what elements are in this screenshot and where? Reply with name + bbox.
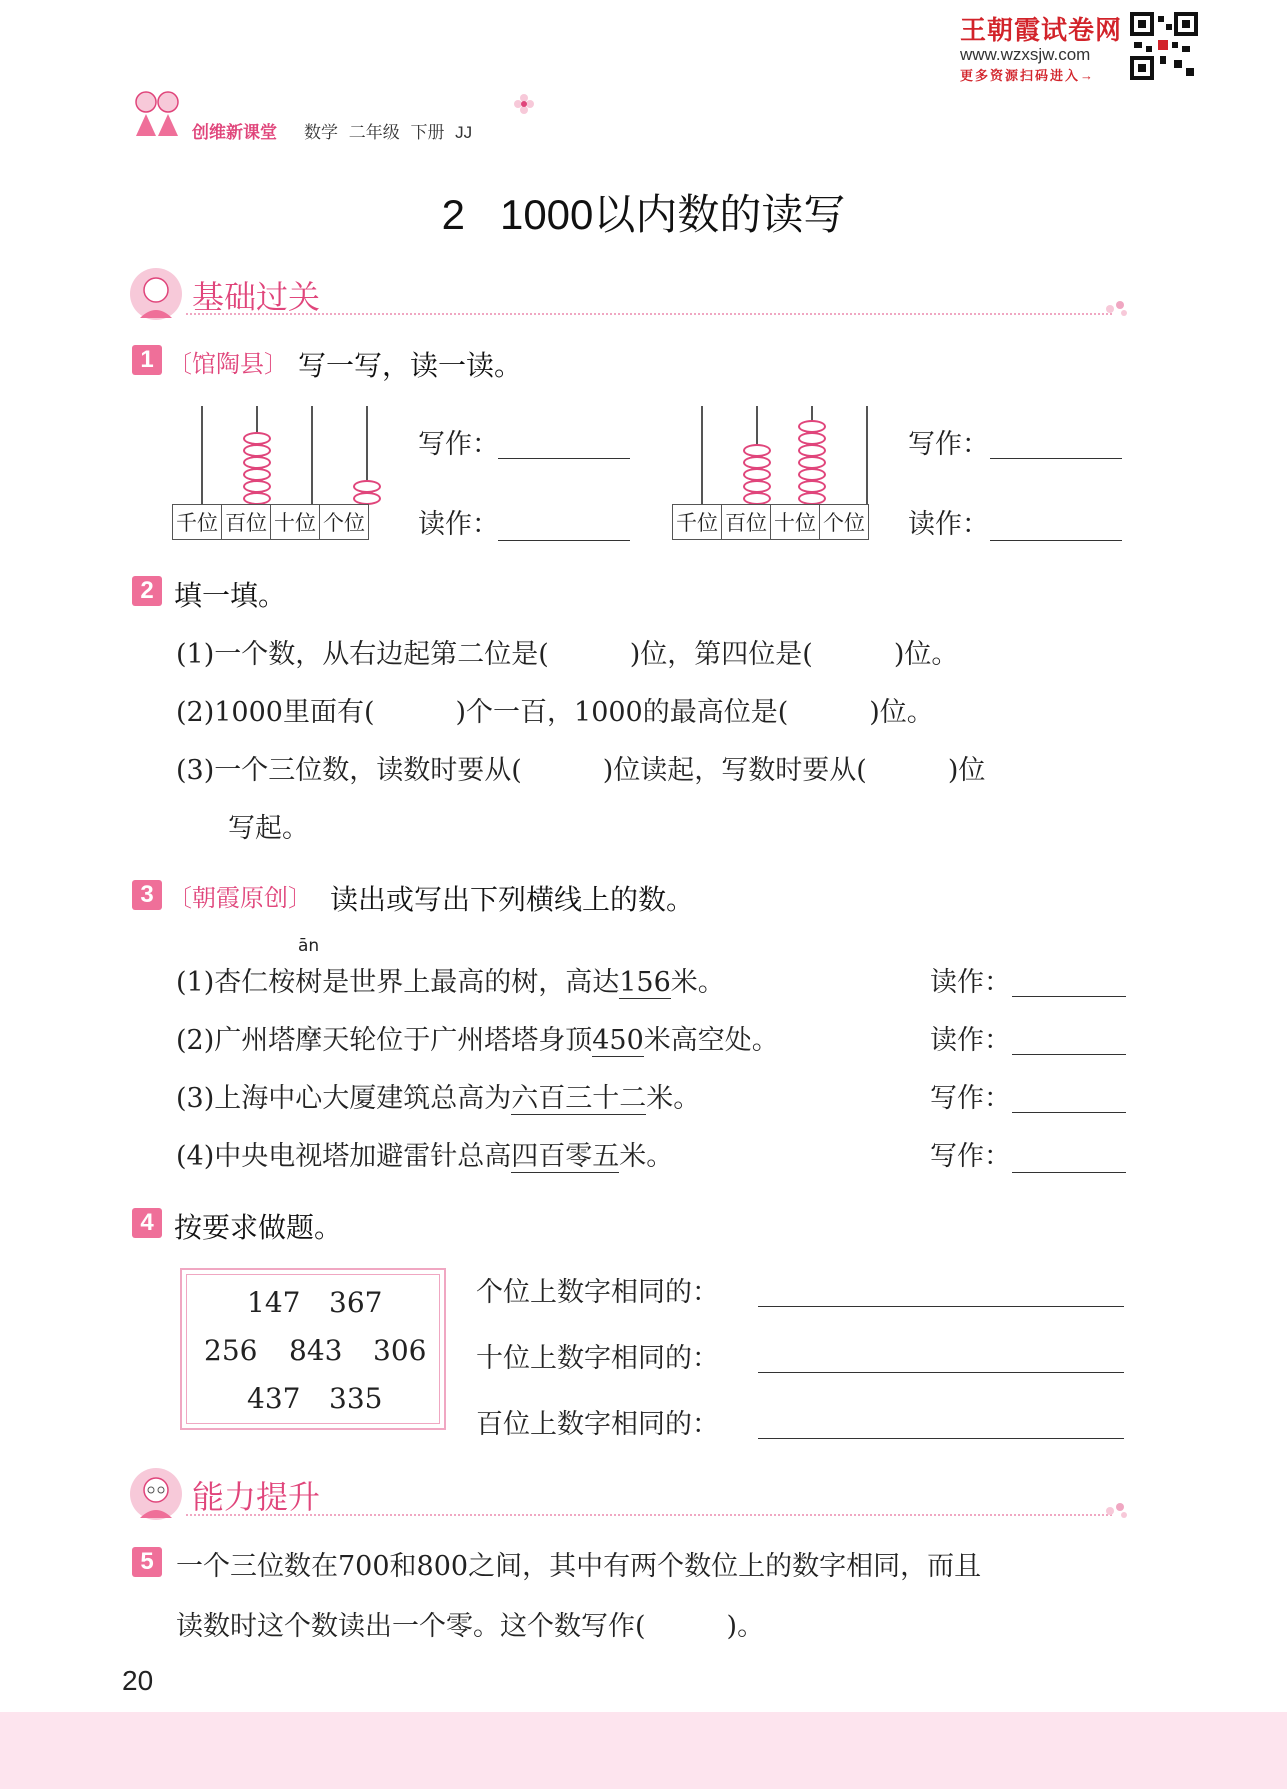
abacus-2 (672, 406, 898, 536)
place-ones: 个位 (320, 505, 369, 540)
dots-icon (1104, 298, 1130, 320)
teacher-avatar-icon (128, 1466, 184, 1522)
answer-blank[interactable] (990, 540, 1122, 541)
kids-logo-icon (128, 88, 188, 138)
question-text: 写一写，读一读。 (298, 350, 523, 381)
book-info: 数学 二年级 下册 JJ (304, 123, 473, 142)
item-text: (1)杏仁桉树是世界上最高的树，高达 (176, 967, 620, 998)
write-label: 写作： (418, 429, 499, 460)
item-text: (4)中央电视塔加避雷针总高 (176, 1141, 512, 1172)
place-hundreds: 百位 (222, 505, 271, 540)
number-item: 843 (289, 1334, 343, 1367)
number-item: 437 (247, 1382, 301, 1415)
number-item: 335 (329, 1382, 383, 1415)
abacus-rod (701, 406, 703, 504)
section-divider (186, 1514, 1112, 1516)
section-title-advance: 能力提升 (192, 1479, 321, 1515)
abacus-rod (866, 406, 868, 504)
item-text: 米。 (670, 967, 725, 998)
place-value-table (672, 504, 869, 540)
abacus-rod (311, 406, 313, 504)
place-hundreds: 百位 (722, 505, 771, 540)
read-label: 读作： (930, 967, 1011, 998)
answer-blank[interactable] (758, 1372, 1124, 1373)
read-label: 读作： (908, 509, 989, 540)
fill-line: 写起。 (228, 813, 309, 844)
item-text: (3)上海中心大厦建筑总高为 (176, 1083, 512, 1114)
q3-item-4 (176, 1134, 673, 1173)
question-text: 按要求做题。 (174, 1212, 343, 1243)
place-tens: 十位 (271, 505, 320, 540)
answer-blank[interactable] (990, 458, 1122, 459)
item-text: (2)广州塔摩天轮位于广州塔塔身顶 (176, 1025, 593, 1056)
brand-more[interactable]: 更多资源扫码进入→ (960, 68, 1096, 83)
question-number-4: 4 (132, 1208, 162, 1238)
number-item: 147 (247, 1286, 301, 1319)
answer-blank[interactable] (1012, 1172, 1126, 1173)
question-text: 读出或写出下列横线上的数。 (330, 884, 695, 915)
brand-url[interactable]: www.wzxsjw.com (960, 45, 1091, 64)
qr-code-icon[interactable] (1130, 12, 1198, 80)
number-box (180, 1268, 446, 1430)
question-number-5: 5 (132, 1547, 162, 1577)
place-value-table (172, 504, 369, 540)
write-label: 写作： (930, 1083, 1011, 1114)
tens-same-label: 十位上数字相同的： (476, 1343, 719, 1374)
answer-blank[interactable] (498, 540, 630, 541)
underlined-number: 六百三十二 (511, 1083, 647, 1114)
fill-line: (3)一个三位数，读数时要从( )位读起，写数时要从( )位 (176, 755, 986, 786)
question-number-1: 1 (132, 345, 162, 375)
question-tag: 〔馆陶县〕 (168, 350, 288, 378)
series-name: 创维新课堂 (192, 123, 277, 142)
number-item: 306 (373, 1334, 427, 1367)
item-text: 米。 (646, 1083, 701, 1114)
read-label: 读作： (418, 509, 499, 540)
number-item: 256 (204, 1334, 258, 1367)
answer-blank[interactable] (1012, 996, 1126, 997)
fill-line: (2)1000里面有( )个一百，1000的最高位是( )位。 (176, 697, 934, 728)
answer-blank[interactable] (758, 1306, 1124, 1307)
underlined-number: 四百零五 (511, 1141, 620, 1172)
q3-item-3 (176, 1076, 700, 1115)
brand-name: 王朝霞试卷网 (960, 15, 1123, 45)
answer-blank[interactable] (758, 1438, 1124, 1439)
place-thousands: 千位 (173, 505, 222, 540)
abacus-1 (172, 406, 398, 536)
hundreds-same-label: 百位上数字相同的： (476, 1409, 719, 1440)
abacus-rod (201, 406, 203, 504)
question-number-3: 3 (132, 880, 162, 910)
write-label: 写作： (908, 429, 989, 460)
underlined-number: 156 (619, 967, 671, 998)
place-tens: 十位 (771, 505, 820, 540)
brand-block (960, 10, 1122, 84)
underlined-number: 450 (592, 1025, 644, 1056)
answer-blank[interactable] (498, 458, 630, 459)
pinyin: ān (298, 936, 320, 956)
section-divider (186, 313, 1112, 315)
dots-icon (1104, 1500, 1130, 1522)
question-number-2: 2 (132, 576, 162, 606)
question-text: 填一填。 (174, 580, 287, 611)
flower-icon (512, 92, 536, 116)
q3-item-2 (176, 1018, 779, 1057)
fill-line: (1)一个数，从右边起第二位是( )位，第四位是( )位。 (176, 639, 959, 670)
q3-item-1 (176, 960, 725, 999)
read-label: 读作： (930, 1025, 1011, 1056)
answer-blank[interactable] (1012, 1112, 1126, 1113)
footer-band (0, 1712, 1287, 1789)
student-avatar-icon (128, 266, 184, 322)
ones-same-label: 个位上数字相同的： (476, 1277, 719, 1308)
item-text: 米。 (619, 1141, 674, 1172)
write-label: 写作： (930, 1141, 1011, 1172)
number-item: 367 (329, 1286, 383, 1319)
q5-line-1: 一个三位数在700和800之间，其中有两个数位上的数字相同，而且 (176, 1551, 982, 1582)
page-number: 20 (122, 1665, 154, 1696)
section-title-basic: 基础过关 (192, 279, 321, 315)
question-tag: 〔朝霞原创〕 (168, 884, 312, 912)
place-thousands: 千位 (673, 505, 722, 540)
place-ones: 个位 (820, 505, 869, 540)
page-title: 2 1000以内数的读写 (441, 191, 846, 238)
q5-line-2: 读数时这个数读出一个零。这个数写作( )。 (176, 1611, 765, 1642)
answer-blank[interactable] (1012, 1054, 1126, 1055)
item-text: 米高空处。 (643, 1025, 779, 1056)
